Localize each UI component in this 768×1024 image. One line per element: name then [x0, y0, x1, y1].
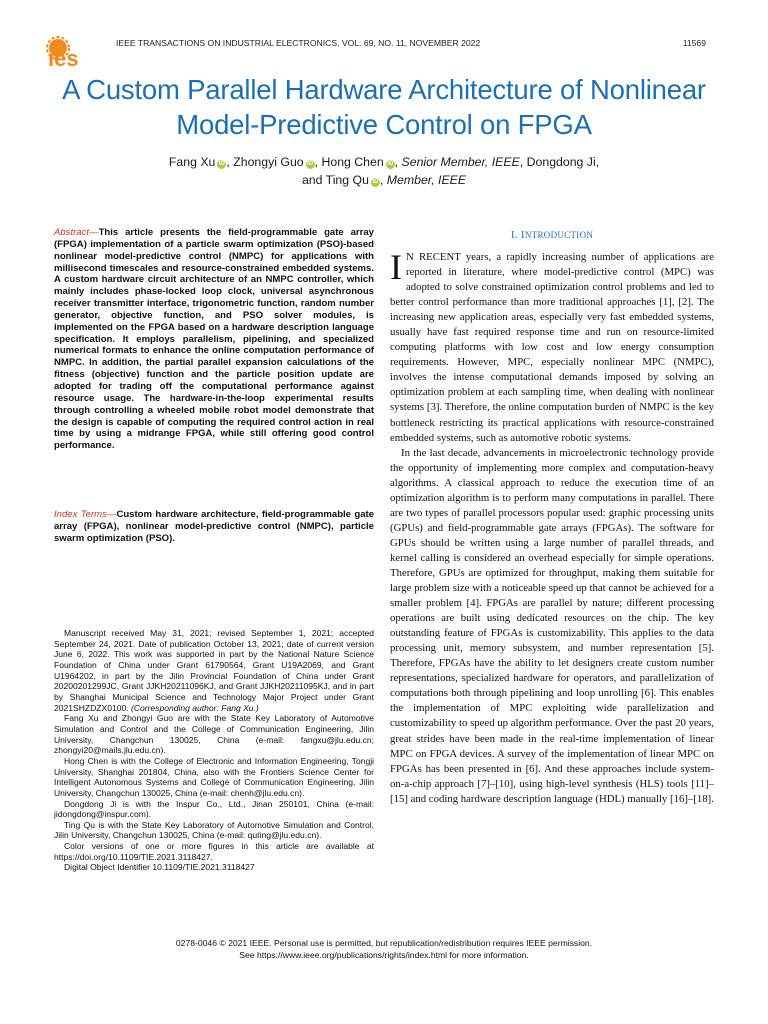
logo-text: ies [48, 46, 79, 70]
author-5: and Ting Qu [301, 173, 369, 187]
index-terms-label: Index Terms [54, 509, 107, 520]
orcid-icon[interactable]: iD [387, 161, 394, 167]
orcid-icon[interactable]: iD [372, 179, 379, 185]
introduction-body [390, 247, 715, 807]
ies-logo [44, 36, 106, 70]
journal-name: IEEE TRANSACTIONS ON INDUSTRIAL ELECTRONICS, VOL. 69, NO. 11, NOVEMBER 2022 [116, 38, 481, 48]
author-list: Fang Xu iD , Zhongyi Guo iD , Hong Chen iD , Senior Member, IEEE, Dongdong Ji, and Ting Qu iD , Member, IEEE [168, 155, 600, 187]
footnote [54, 628, 374, 873]
section-number: I. [510, 229, 518, 241]
page-number: 11569 [682, 38, 706, 48]
affiliation-2: Hong Chen is with the College of Electronic and Information Engineering, Tongji University, Shanghai 201804, China, also with the Frontiers Science Center for Intelligent Autonomous Systems and College of Communication Engineering, Jilin University, Changchun 130025, China (e-mail: chenh@jlu.edu.cn). [54, 755, 374, 798]
author-3-role: Senior Member, IEEE [401, 155, 520, 169]
affiliation-4: Ting Qu is with the State Key Laboratory of Automotive Simulation and Control, Jilin University, Changchun 130025, China (e-mail: quting@jlu.edu.cn). [54, 819, 374, 841]
affiliation-1: Fang Xu and Zhongyi Guo are with the State Key Laboratory of Automotive Simulation and Control and the College of Communication Engineering, Jilin University, Changchun 130025, China (e-mail: fangxu@jlu.edu.cn; zhongyi20@mails.jlu.edu.cn). [54, 713, 374, 756]
section-heading [390, 229, 714, 241]
affiliation-3: Dongdong Ji is with the Inspur Co., Ltd., Jinan 250101, China (e-mail: jidongdong@inspur.com). [54, 798, 374, 820]
author-3: Hong Chen [321, 155, 384, 169]
paper-title: A Custom Parallel Hardware Architecture of Nonlinear Model-Predictive Control on FPGA [62, 74, 706, 140]
corresponding-author: (Corresponding author: Fang Xu.) [130, 702, 259, 713]
abstract-label: Abstract [54, 227, 90, 238]
rights-link[interactable]: See https://www.ieee.org/publications/rights/index.html for more information. [239, 949, 529, 960]
copyright-line: 0278-0046 © 2021 IEEE. Personal use is permitted, but republication/redistribution requires IEEE permission. [175, 938, 593, 948]
doi: Digital Object Identifier 10.1109/TIE.2021.3118427 [64, 862, 255, 873]
orcid-icon[interactable]: iD [307, 161, 314, 167]
author-5-role: Member, IEEE [386, 173, 467, 187]
intro-p1: years, a rapidly increasing number of applications are reported in literature, where model-predictive control (MPC) was adopted to solve constrained optimization control problems and led to better control performance than more traditional approaches [1], [2]. The increasing new application areas, especially very fast embedded systems, usually have fast required response time and run on resource-limited computing platforms with low cost and low energy consumption requirements. However, MPC, especially nonlinear MPC (NMPC), involves the intense computational demands imposed by solving an optimization problem at each sampling time, when dealing with nonlinear systems [3]. Therefore, the online computation burden of NMPC is the key bottleneck restricting its practical applications with resource-constrained embedded systems, such as automotive robotic systems. [390, 251, 715, 444]
author-1: Fang Xu [168, 155, 216, 169]
drop-cap: I [390, 247, 402, 287]
copyright-footer [54, 938, 714, 961]
index-terms-text: Custom hardware architecture, field-programmable gate array (FPGA), nonlinear model-predictive control (NMPC), particle swarm optimization (PSO). [54, 509, 374, 544]
section-title-rest: NTRODUCTION [524, 230, 594, 240]
author-4: Dongdong Ji, [526, 155, 600, 169]
index-terms: Index Terms—Custom hardware architecture, field-programmable gate array (FPGA), nonlinear model-predictive control (NMPC), particle swarm optimization (PSO). [54, 509, 374, 544]
abstract-text: This article presents the field-programmable gate array (FPGA) implementation of a particle swarm optimization (PSO)-based nonlinear model-predictive control (NMPC) for applications with millisecond timescales and resource-constrained embedded systems. A custom hardware circuit architecture of an NMPC controller, which mainly includes phase-locked loop clock, universal asynchronous receiver transmitter interface, trigonometric function, random number generator, objective function, and PSO solver modules, is implemented on the FPGA based on a hardware description language specification. It employs parallelism, pipelining, and specialized numerical formats to enhance the online computation performance of NMPC. In addition, the partial parallel expansion calculations of the fitness (objective) function and the particle position update are adopted for trading off the computational performance against resource usage. The hardware-in-the-loop experimental results through controlling a wheeled mobile robot model demonstrate that the design is capable of computing the required control action in real time by using a midrange FPGA, while still offering good control performance. [54, 227, 374, 452]
intro-lead: N RECENT [406, 251, 461, 263]
section-title-first: I [520, 229, 525, 241]
manuscript-info: Manuscript received May 31, 2021; revised September 1, 2021; accepted September 24, 2021. Date of publication October 13, 2021; date of current version June 6, 2022. This work was supported in part by the National Nature Science Foundation of China under Grant 61790564, Grant U19A2069, and Grant U1964202, in part by the Jilin Provincial Foundation of China under Grant 20200201299JC, Grant JJKH20211096KJ, and Grant JJKH20211095KJ, and in part by Shanghai Municipal Science and Technology Major Project under Grant 2021SHZDZX0100. [54, 628, 374, 713]
intro-paragraph-2: In the last decade, advancements in microelectronic technology provide the opportunity of implementing more complex and computation-heavy algorithms. A classical approach to reduce the execution time of an optimization algorithm is to perform many computations in parallel. There are two types of parallel processors popular used: graphic processing units (GPUs) and field-programmable gate arrays (FPGAs). The software for GPUs should be written using a large number of parallel threads, and kernel calling is considered an overhead especially for simple operations. Therefore, GPUs are optimized for throughput, making them suitable for large problem size with a noticeable speed up that cannot be achieved for a smaller problem [4]. FPGAs are parallel by nature; different processing operations are built using dedicated resources on the chip. The key outstanding feature of FPGAs is customizability. This applies to the data processing unit, memory subsystem, and number representation [5]. Therefore, FPGAs have the ability to let designers create custom number representations, specialized hardware for operators, and parallelization of computations both through pipelining and loop unrolling [6]. This enables the implementation of MPC exploiting wide parallelization and customizability to speed up algorithm performance. Over the past 20 years, great strides have been made in the real-time implementation of linear MPC on FPGA devices. A survey of the implementation of linear MPC on FPGAs has been presented in [6]. And these approaches include system-on-a-chip approach [7]–[10], using high-level synthesis (HLS) tools [11]–[15] and coding hardware description language (HDL) manually [16]–[18]. [390, 446, 714, 805]
intro-paragraph-1 [390, 247, 715, 446]
author-2: Zhongyi Guo [233, 155, 304, 169]
color-figures-note: Color versions of one or more figures in this article are available at https://doi.org/10.1109/TIE.2021.3118427. [54, 841, 374, 862]
abstract: Abstract—This article presents the field-programmable gate array (FPGA) implementation of a particle swarm optimization (PSO)-based nonlinear model-predictive control (NMPC) for applications with millisecond timescales and resource-constrained embedded systems. A custom hardware circuit architecture of an NMPC controller, which mainly includes phase-locked loop clock, universal asynchronous receiver transmitter interface, trigonometric function, random number generator, objective function, and PSO solver modules, is implemented on the FPGA based on a hardware description language specification. It employs parallelism, pipelining, and specialized numerical formats to enhance the online computation performance of NMPC. In addition, the partial parallel expansion calculations of the fitness (objective) function and the particle position update are adopted for trading off the computational performance against resource usage. The hardware-in-the-loop experimental results through controlling a wheeled mobile robot model demonstrate that the design is capable of computing the required control action in real time by using a midrange FPGA, while still offering good control performance. [54, 227, 374, 452]
orcid-icon[interactable]: iD [218, 161, 225, 167]
running-header [116, 38, 706, 52]
